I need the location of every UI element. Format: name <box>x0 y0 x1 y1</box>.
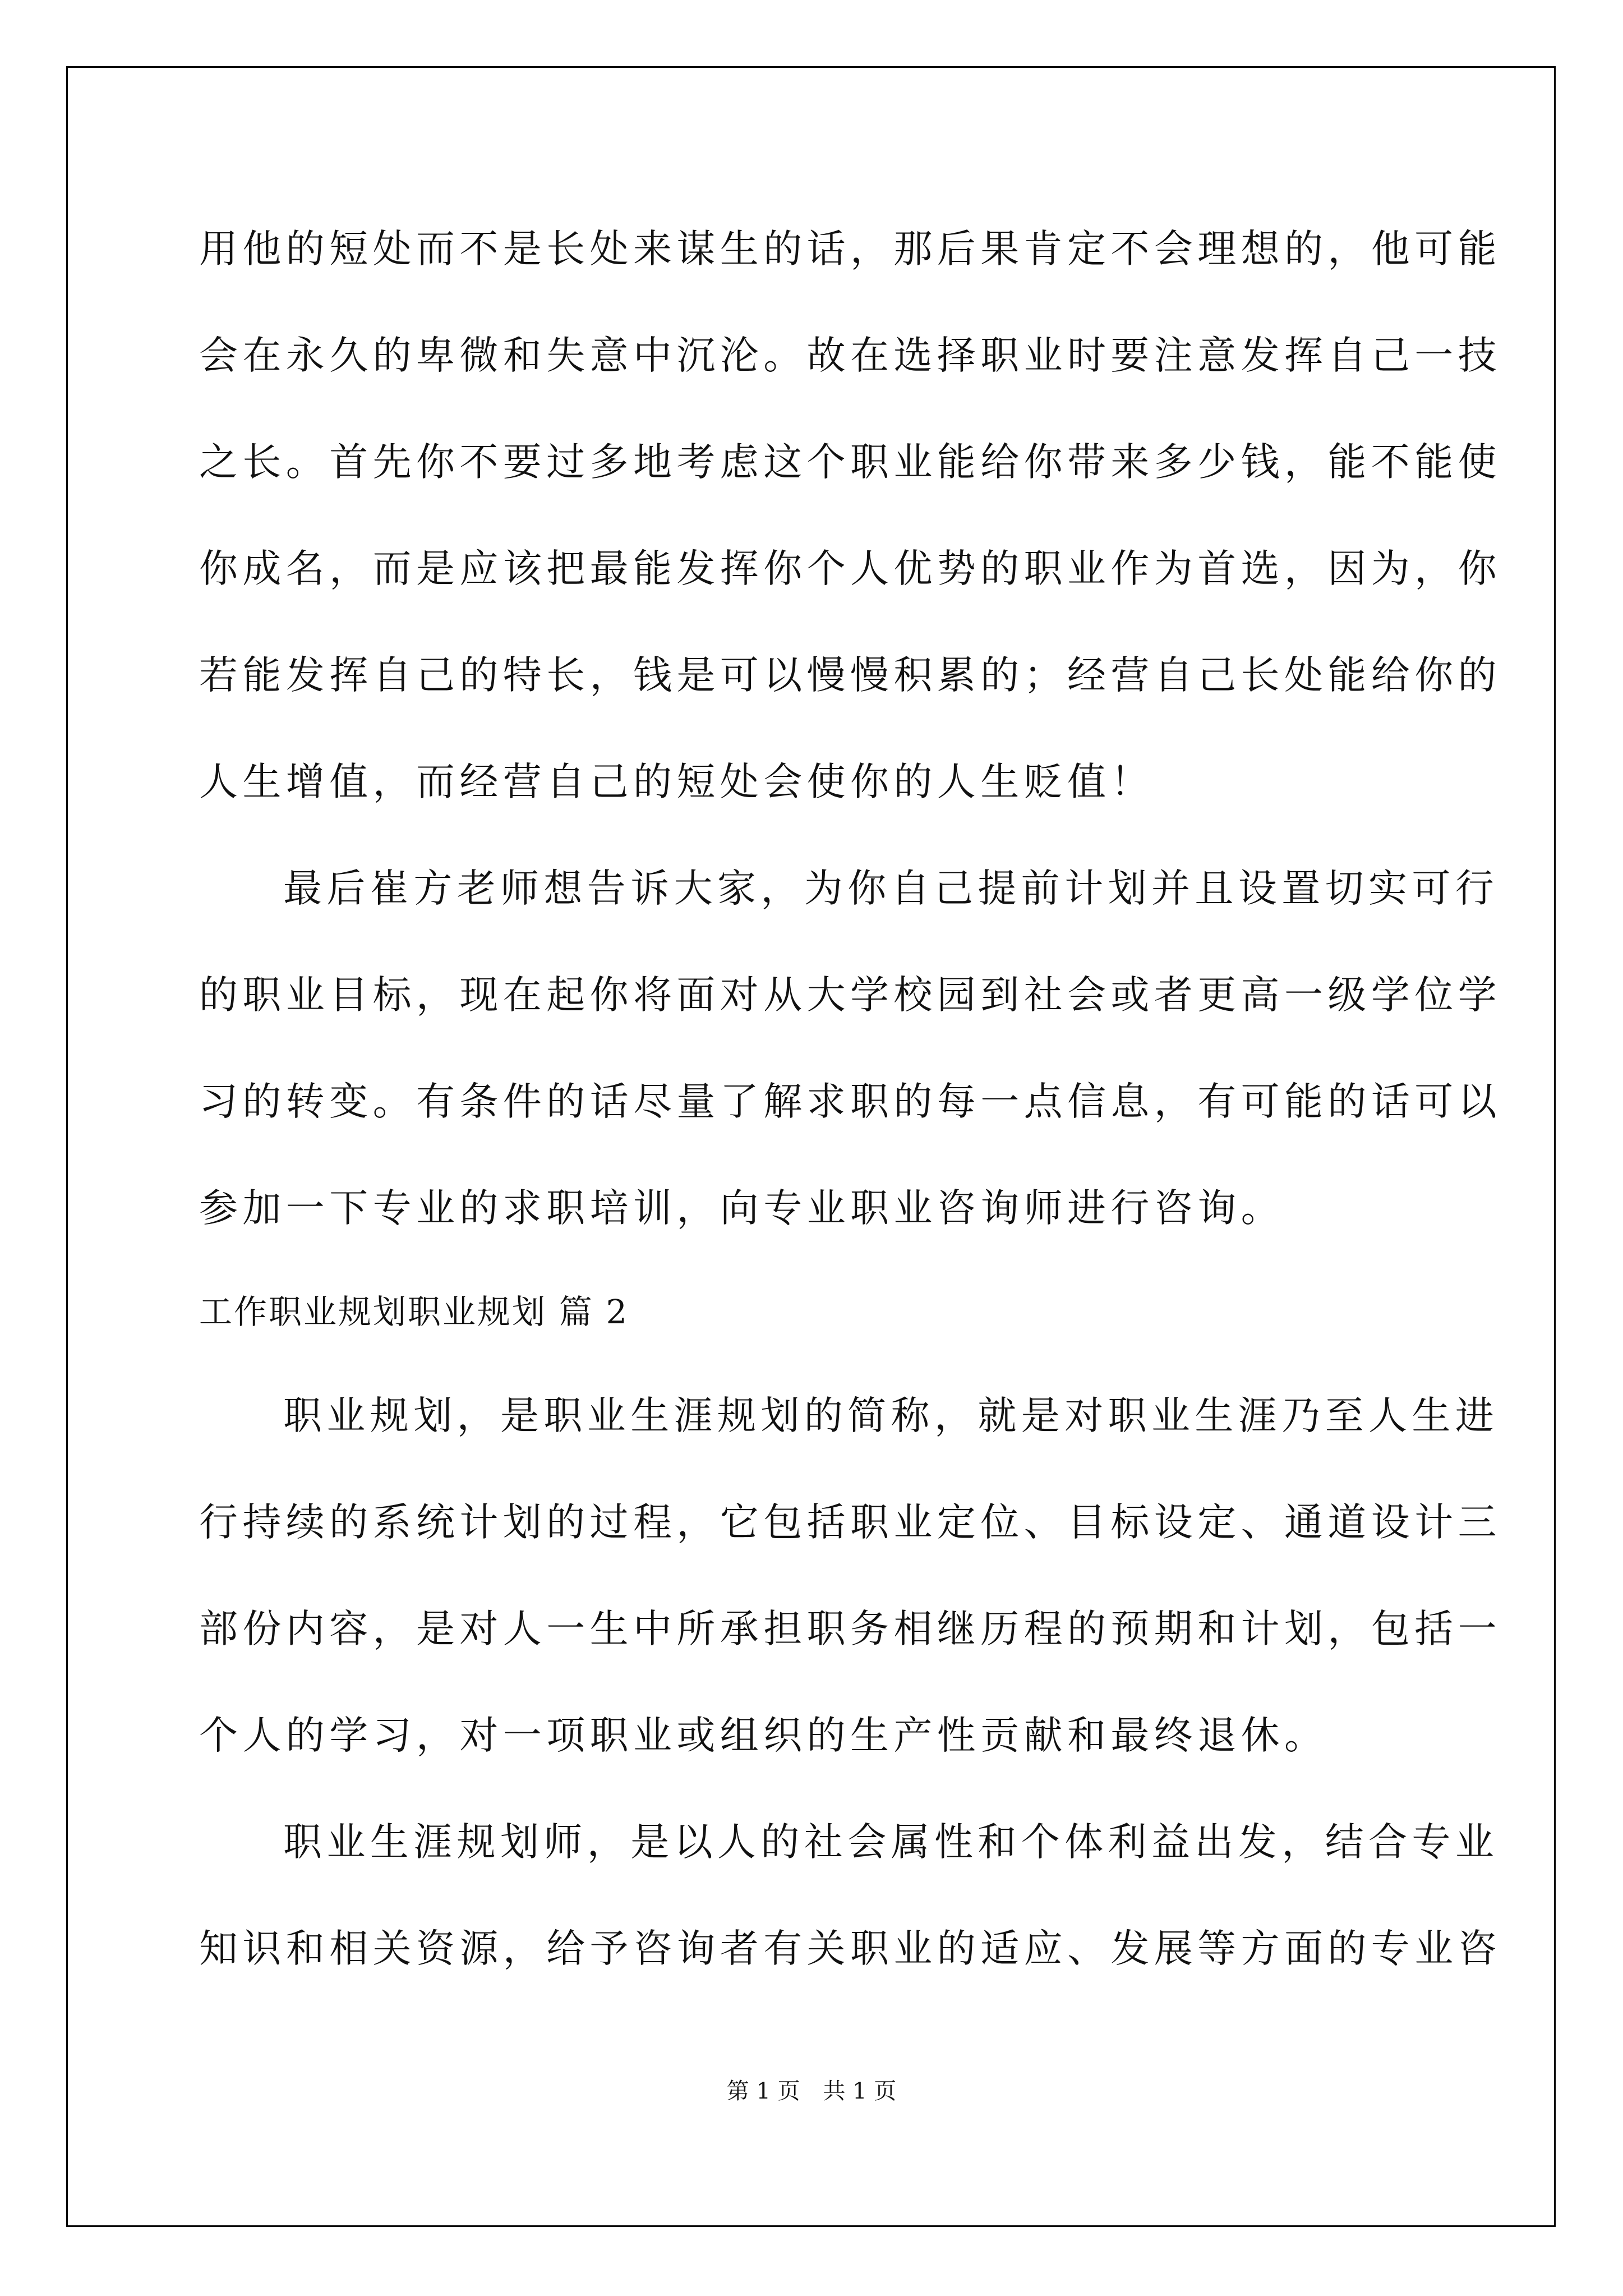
section-heading: 工作职业规划职业规划 篇 2 <box>199 1292 629 1331</box>
page-border <box>66 66 1556 2227</box>
text-line: 你成名，而是应该把最能发挥你个人优势的职业作为首选，因为，你 <box>199 546 1501 591</box>
text-line: 行持续的系统计划的过程，它包括职业定位、目标设定、通道设计三 <box>199 1500 1501 1545</box>
text-line: 参加一下专业的求职培训，向专业职业咨询师进行咨询。 <box>199 1186 1284 1231</box>
text-line: 部份内容，是对人一生中所承担职务相继历程的预期和计划，包括一 <box>199 1607 1501 1651</box>
text-line: 人生增值，而经营自己的短处会使你的人生贬值！ <box>199 760 1154 804</box>
text-line: 个人的学习，对一项职业或组织的生产性贡献和最终退休。 <box>199 1713 1328 1758</box>
text-line: 之长。首先你不要过多地考虑这个职业能给你带来多少钱，能不能使 <box>199 440 1501 485</box>
page-number: 第 1 页 <box>726 2078 800 2104</box>
text-line: 知识和相关资源，给予咨询者有关职业的适应、发展等方面的专业咨 <box>199 1926 1501 1971</box>
text-line: 若能发挥自己的特长，钱是可以慢慢积累的；经营自己长处能给你的 <box>199 653 1501 698</box>
text-line: 习的转变。有条件的话尽量了解求职的每一点信息，有可能的话可以 <box>199 1079 1501 1124</box>
text-line: 会在永久的卑微和失意中沉沦。故在选择职业时要注意发挥自己一技 <box>199 333 1501 378</box>
text-line: 的职业目标，现在起你将面对从大学校园到社会或者更高一级学位学 <box>199 973 1501 1018</box>
page-footer <box>0 2074 1623 2108</box>
text-line: 职业规划，是职业生涯规划的简称，就是对职业生涯乃至人生进 <box>283 1393 1499 1438</box>
text-line: 职业生涯规划师，是以人的社会属性和个体利益出发，结合专业 <box>283 1820 1499 1865</box>
text-line: 最后崔方老师想告诉大家，为你自己提前计划并且设置切实可行 <box>283 866 1499 911</box>
page-total: 共 1 页 <box>823 2078 897 2104</box>
text-line: 用他的短处而不是长处来谋生的话，那后果肯定不会理想的，他可能 <box>199 227 1501 272</box>
